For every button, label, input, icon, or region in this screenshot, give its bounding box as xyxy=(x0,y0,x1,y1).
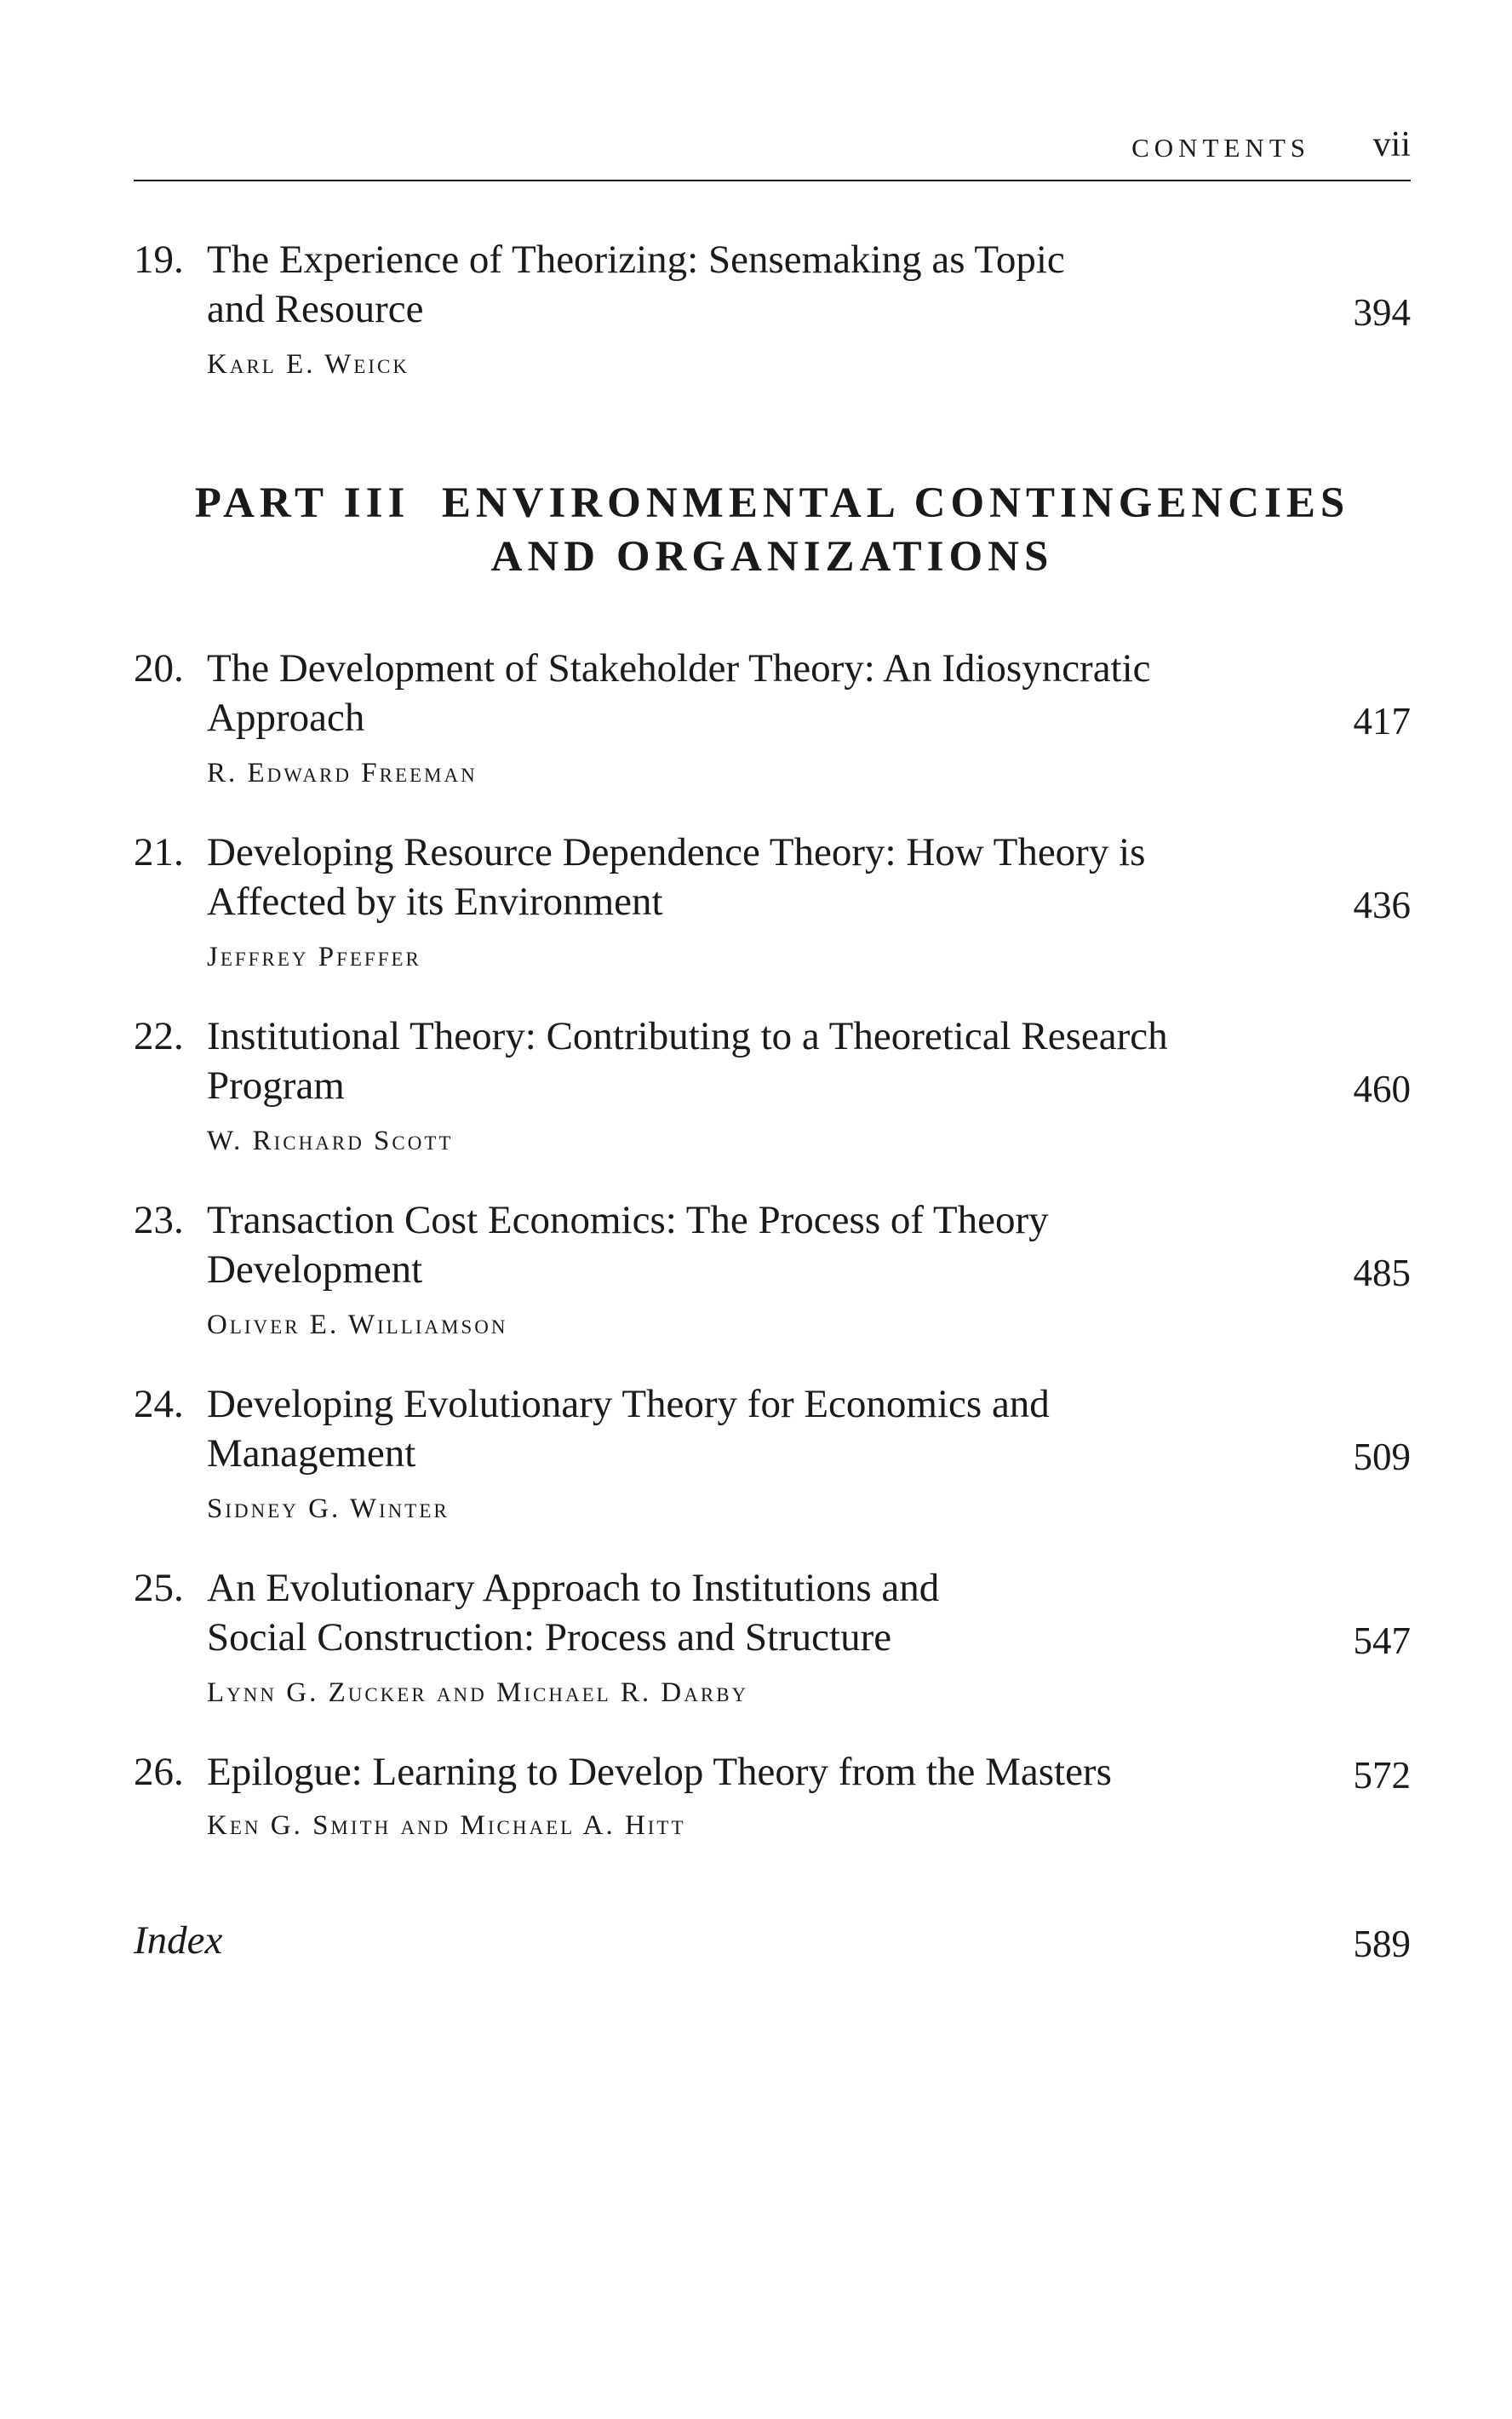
chapter-title-line2: Development xyxy=(207,1247,423,1292)
chapter-page: 547 xyxy=(1353,1619,1411,1662)
chapter-author: Lynn G. Zucker and Michael R. Darby xyxy=(207,1677,749,1708)
chapter-title xyxy=(207,1379,1280,1478)
chapter-page: 417 xyxy=(1353,700,1411,742)
chapter-title-line2: and Resource xyxy=(207,287,424,331)
chapter-number: 25. xyxy=(134,1566,184,1610)
chapter-title xyxy=(207,235,1280,334)
toc-index-entry[interactable] xyxy=(134,1916,1411,1967)
chapter-page: 394 xyxy=(1353,291,1411,334)
chapter-number: 23. xyxy=(134,1198,184,1242)
running-head-page-number: vii xyxy=(1372,125,1411,164)
chapter-title xyxy=(207,644,1280,742)
chapter-title-line2: Management xyxy=(207,1431,416,1476)
chapter-title xyxy=(207,1195,1280,1294)
header-rule xyxy=(134,180,1411,181)
part-heading xyxy=(134,477,1411,584)
chapter-page: 572 xyxy=(1353,1754,1411,1797)
chapter-number: 19. xyxy=(134,238,184,282)
chapter-page: 436 xyxy=(1353,884,1411,926)
chapter-number: 24. xyxy=(134,1382,184,1426)
chapter-author: Oliver E. Williamson xyxy=(207,1310,508,1340)
chapter-title-line1: Transaction Cost Economics: The Process of Theory xyxy=(207,1198,1049,1242)
index-page: 589 xyxy=(1353,1923,1411,1965)
chapter-title xyxy=(207,1563,1280,1662)
chapter-page: 509 xyxy=(1353,1436,1411,1478)
chapter-title-line1: Epilogue: Learning to Develop Theory from the Masters xyxy=(207,1750,1112,1794)
chapter-author: Ken G. Smith and Michael A. Hitt xyxy=(207,1810,686,1841)
chapter-author: Sidney G. Winter xyxy=(207,1493,450,1524)
chapter-title-line2: Approach xyxy=(207,696,365,740)
chapter-title-line1: The Experience of Theorizing: Sensemaking as Topic xyxy=(207,238,1065,282)
running-head-label: CONTENTS xyxy=(1131,133,1310,163)
chapter-author: R. Edward Freeman xyxy=(207,758,478,788)
chapter-title-line1: Developing Evolutionary Theory for Economics and xyxy=(207,1382,1050,1426)
chapter-number: 20. xyxy=(134,646,184,691)
chapter-title xyxy=(207,1747,1280,1797)
index-label: Index xyxy=(134,1918,223,1963)
chapter-number: 26. xyxy=(134,1750,184,1794)
chapter-title-line2: Social Construction: Process and Structure xyxy=(207,1615,892,1659)
chapter-author: Jeffrey Pfeffer xyxy=(207,942,421,972)
chapter-title xyxy=(207,828,1280,926)
chapter-title-line1: Institutional Theory: Contributing to a Theoretical Research xyxy=(207,1014,1168,1058)
chapter-page: 485 xyxy=(1353,1252,1411,1294)
chapter-title-line1: An Evolutionary Approach to Institutions and xyxy=(207,1566,940,1610)
chapter-number: 21. xyxy=(134,830,184,874)
running-head xyxy=(134,121,1411,172)
chapter-title-line1: Developing Resource Dependence Theory: How Theory is xyxy=(207,830,1146,874)
chapter-page: 460 xyxy=(1353,1068,1411,1110)
chapter-author: W. Richard Scott xyxy=(207,1126,454,1156)
chapter-author: Karl E. Weick xyxy=(207,349,410,380)
chapter-number: 22. xyxy=(134,1014,184,1058)
part-heading-line1: PART III ENVIRONMENTAL CONTINGENCIES xyxy=(194,479,1350,527)
chapter-title-line1: The Development of Stakeholder Theory: An Idiosyncratic xyxy=(207,646,1151,691)
chapter-title-line2: Program xyxy=(207,1063,345,1108)
part-heading-line2: AND ORGANIZATIONS xyxy=(490,533,1054,581)
chapter-title xyxy=(207,1012,1280,1110)
chapter-title-line2: Affected by its Environment xyxy=(207,880,663,924)
